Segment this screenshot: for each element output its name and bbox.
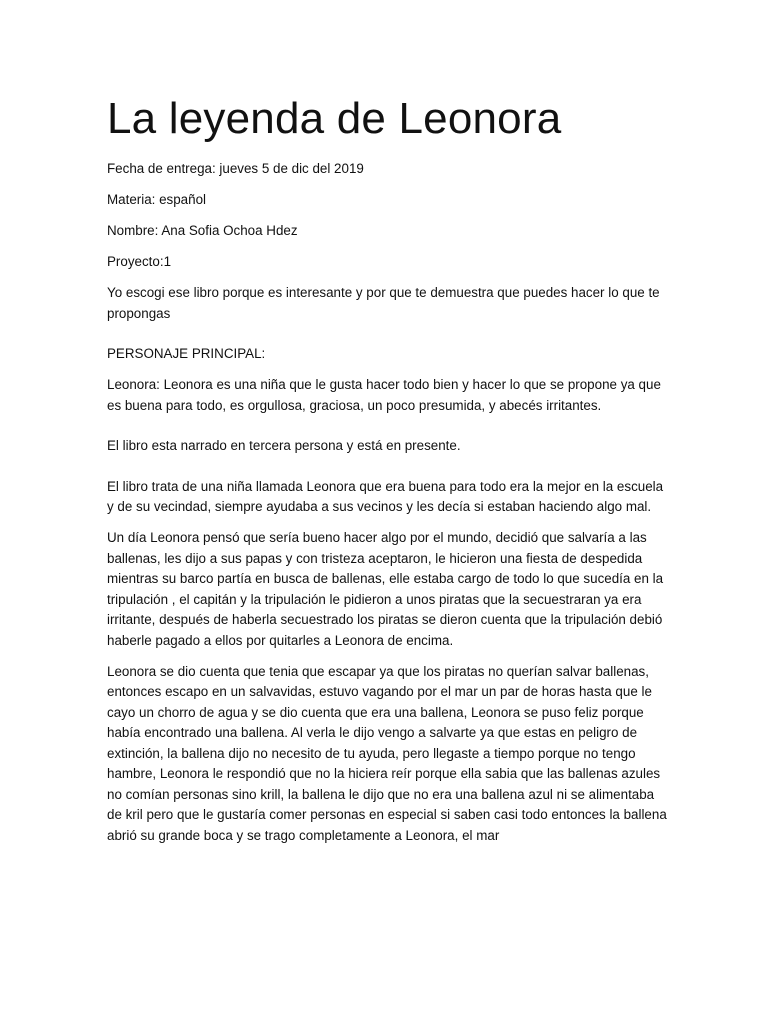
paragraph-personaje: Leonora: Leonora es una niña que le gusta hacer todo bien y hacer lo que se propone ya que es buena para todo, es orgullosa, graciosa, un poco presumida, y abecés irritantes.: [107, 377, 661, 413]
document-body: [107, 92, 667, 857]
paragraph-motivo: Yo escogi ese libro porque es interesante y por que te demuestra que puedes hacer lo que te propongas: [107, 285, 660, 321]
paragraph-trama-3: Leonora se dio cuenta que tenia que escapar ya que los piratas no querían salvar ballenas, entonces escapo en un salvavidas, estuvo vagando por el mar un par de horas hasta que le cayo un chorro de agua y se dio cuenta que era una ballena, Leonora se puso feliz porque había encontrado una ballena. Al verla le dijo vengo a salvarte ya que estas en peligro de extinción, la ballena dijo no necesito de tu ayuda, pero llegaste a tiempo porque no tengo hambre, Leonora le respondió que no la hiciera reír porque ella sabia que las ballenas azules no comían personas sino krill, la ballena le dijo que no era una ballena azul ni se alimentaba de kril pero que le gustaría comer personas en especial si saben casi todo entonces la ballena abrió su grande boca y se trago completamente a Leonora, el mar: [107, 663, 667, 843]
fecha-entrega: Fecha de entrega: jueves 5 de dic del 2019: [107, 161, 364, 176]
paragraph-narrador: El libro esta narrado en tercera persona y está en presente.: [107, 438, 461, 453]
paragraph-trama-1: El libro trata de una niña llamada Leonora que era buena para todo era la mejor en la escuela y de su vecindad, siempre ayudaba a sus vecinos y les decía si estaban haciendo algo mal.: [107, 478, 664, 514]
proyecto: Proyecto:1: [107, 254, 172, 269]
document-title: La leyenda de Leonora: [107, 94, 562, 143]
paragraph-trama-2: Un día Leonora pensó que sería bueno hacer algo por el mundo, decidió que salvaría a las ballenas, les dijo a sus papas y con tristeza aceptaron, le hicieron una fiesta de despedida mientras su barco partía en busca de ballenas, elle estaba cargo de todo lo que sucedía en la tripulación , el capitán y la tripulación le pidieron a unos piratas que la secuestraran ya era irritante, después de haberla secuestrado los piratas se dieron cuenta que la tripulación debió haberle pagado a ellos por quitarles a Leonora de encima.: [107, 530, 664, 648]
materia: Materia: español: [107, 192, 206, 207]
nombre: Nombre: Ana Sofia Ochoa Hdez: [107, 223, 298, 238]
heading-personaje-principal: PERSONAJE PRINCIPAL:: [107, 346, 266, 361]
